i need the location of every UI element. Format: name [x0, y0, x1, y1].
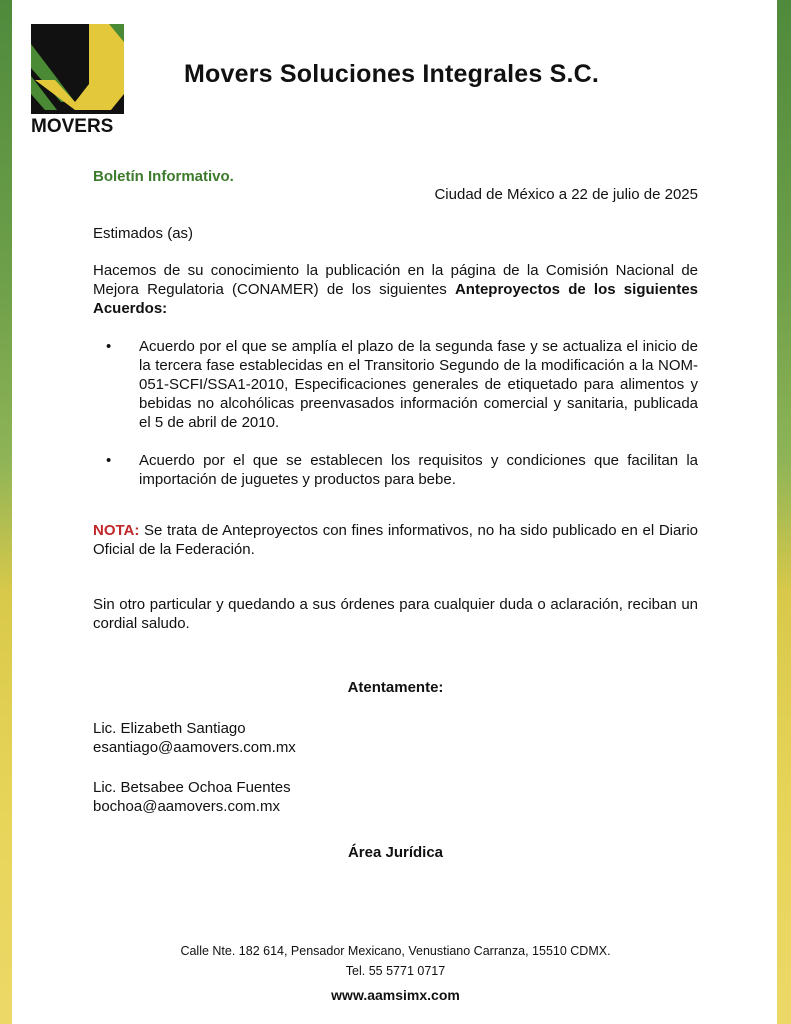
contact-name: Lic. Betsabee Ochoa Fuentes	[93, 779, 291, 796]
nota-text: Se trata de Anteproyectos con fines informativos, no ha sido publicado en el Diario Oficial de la Federación.	[93, 522, 698, 558]
contact-block	[93, 778, 291, 816]
date-line: Ciudad de México a 22 de julio de 2025	[434, 186, 698, 203]
intro-bold-text: Anteproyectos de los siguientes Acuerdos:	[93, 281, 698, 317]
department-name: Área Jurídica	[347, 844, 444, 861]
bullet-icon: •	[106, 452, 112, 469]
contact-email[interactable]: esantiago@aamovers.com.mx	[93, 739, 296, 756]
company-name: Movers Soluciones Integrales S.C.	[184, 60, 600, 88]
nota-label: NOTA:	[93, 522, 140, 539]
footer-phone: Tel. 55 5771 0717	[345, 964, 446, 978]
logo-v-icon	[31, 24, 124, 114]
intro-paragraph	[93, 261, 698, 318]
company-logo	[31, 24, 124, 136]
closing-paragraph: Sin otro particular y quedando a sus órdenes para cualquier duda o aclaración, reciban un cordial saludo.	[93, 596, 698, 632]
bulletin-title: Boletín Informativo.	[93, 168, 234, 185]
contact-name: Lic. Elizabeth Santiago	[93, 720, 246, 737]
list-item	[93, 337, 698, 432]
footer-website[interactable]: www.aamsimx.com	[331, 987, 460, 1003]
contact-email[interactable]: bochoa@aamovers.com.mx	[93, 798, 280, 815]
bullet-icon: •	[106, 338, 112, 355]
salutation: Atentamente:	[347, 679, 444, 696]
acuerdos-list	[93, 337, 698, 508]
greeting: Estimados (as)	[93, 225, 194, 242]
right-decorative-stripe	[777, 0, 791, 1024]
logo-wordmark: MOVERS	[31, 116, 114, 137]
footer-address: Calle Nte. 182 614, Pensador Mexicano, Venustiano Carranza, 15510 CDMX.	[180, 944, 611, 958]
intro-text: Hacemos de su conocimiento la publicación en la página de la Comisión Nacional de Mejora Regulatoria (CONAMER) de los siguientes	[93, 262, 698, 298]
list-item	[93, 451, 698, 489]
list-item-text: Acuerdo por el que se amplía el plazo de la segunda fase y se actualiza el inicio de la tercera fase establecidas en el Transitorio Segundo de la modificación a la NOM-051-SCFI/SSA1-2010, Especificaciones generales de etiquetado para alimentos y bebidas no alcohólicas preenvasados información comercial y sanitaria, publicada el 5 de abril de 2010.	[139, 338, 698, 431]
list-item-text: Acuerdo por el que se establecen los requisitos y condiciones que facilitan la importación de juguetes y productos para bebe.	[139, 452, 698, 488]
contact-block	[93, 719, 296, 757]
left-decorative-stripe	[0, 0, 12, 1024]
logo-emblem	[31, 24, 124, 114]
nota-paragraph	[93, 521, 698, 559]
